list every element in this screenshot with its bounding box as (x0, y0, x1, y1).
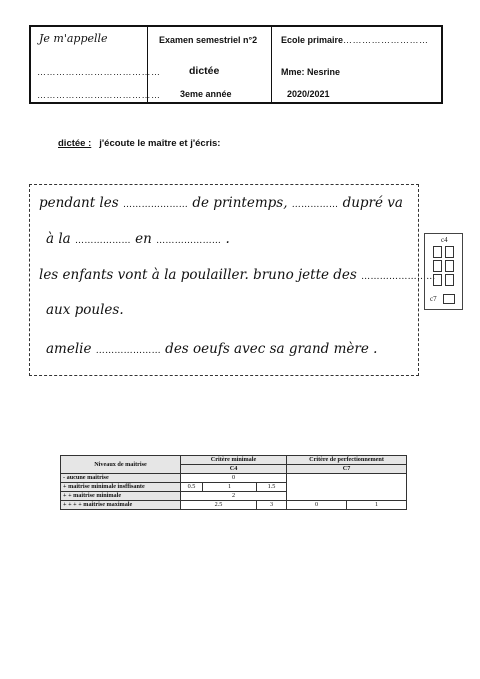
rubric-c4-value: 1 (203, 483, 257, 492)
dictation-line (39, 267, 436, 283)
instruction-title: dictée : (58, 138, 92, 149)
dictation-line (46, 302, 124, 318)
score-c4-cell[interactable] (433, 246, 442, 258)
rubric-level: + maitrise minimale insffisante (61, 483, 181, 492)
dictation-blank[interactable]: ……………… (75, 236, 131, 246)
rubric-c4-value: 0.5 (181, 483, 203, 492)
dictation-text: pendant les (39, 195, 119, 211)
dictation-text: de printemps, (192, 195, 288, 211)
rubric-table (60, 455, 407, 510)
table-row (61, 474, 407, 483)
dictation-text: les enfants vont à la poulailler. bruno jette des (39, 267, 357, 283)
rubric-c4-value: 0 (181, 474, 287, 483)
instruction-text: j'écoute le maître et j'écris: (99, 138, 221, 149)
score-c4-cell[interactable] (445, 260, 454, 272)
rubric-c7-empty (287, 474, 407, 501)
score-c4-cell[interactable] (445, 246, 454, 258)
school-name-label: Ecole primaire (281, 35, 344, 45)
school-year: 2020/2021 (287, 89, 330, 99)
subject-title: dictée (189, 65, 220, 77)
header-box (29, 25, 443, 104)
score-c4-cell[interactable] (433, 260, 442, 272)
score-c4-label: c4 (441, 236, 448, 244)
rubric-header-levels: Niveaux de maitrise (61, 456, 181, 474)
rubric-c7-value: 0 (287, 501, 347, 510)
instruction (58, 138, 220, 149)
rubric-c4-value: 2.5 (181, 501, 257, 510)
dictation-text: aux poules. (46, 302, 124, 318)
rubric-level: - aucune maitrise (61, 474, 181, 483)
rubric-c4-value: 3 (257, 501, 287, 510)
rubric-level: + + maitrise minimale (61, 492, 181, 501)
rubric-level: + + + + maitrise maximale (61, 501, 181, 510)
teacher-name: Mme: Nesrine (281, 67, 341, 77)
dictation-text: en (135, 231, 152, 247)
dictation-blank[interactable]: ………………… (122, 200, 189, 210)
score-c7-label: c7 (430, 295, 437, 303)
dictation-blank[interactable]: …………………… (361, 272, 436, 282)
rubric-header-perf: Critère de perfectionnement (287, 456, 407, 465)
dictation-line (46, 231, 230, 247)
grade-label: 3eme année (180, 89, 232, 99)
name-field-line-1[interactable]: ………………………………… (37, 67, 161, 77)
score-c7-cell[interactable] (443, 294, 455, 304)
dictation-text: amelie (46, 341, 92, 357)
dictation-line (39, 195, 403, 211)
dictation-line (46, 341, 377, 357)
dictation-text: à la (46, 231, 71, 247)
rubric-c7-value: 1 (347, 501, 407, 510)
exam-title: Examen semestriel n°2 (159, 35, 258, 45)
score-box (424, 233, 463, 310)
dictation-blank[interactable]: ………………… (156, 236, 222, 246)
dictation-blank[interactable]: …………… (291, 200, 339, 210)
dictation-text: des oeufs avec sa grand mère . (165, 341, 378, 357)
table-row (61, 501, 407, 510)
header-divider-2 (271, 27, 272, 102)
score-c4-cell[interactable] (445, 274, 454, 286)
rubric-c4-value: 2 (181, 492, 287, 501)
rubric-c4-value: 1.5 (257, 483, 287, 492)
name-field-line-2[interactable]: ………………………………… (37, 90, 161, 100)
school-label (281, 35, 429, 45)
score-c4-cell[interactable] (433, 274, 442, 286)
rubric-header-min: Critère minimale (181, 456, 287, 465)
rubric-header-c4: C4 (181, 465, 287, 474)
dictation-text: . (225, 231, 230, 247)
rubric-header-c7: C7 (287, 465, 407, 474)
school-field[interactable]: ……………………… (343, 35, 429, 45)
name-label: Je m'appelle (39, 32, 108, 45)
dictation-blank[interactable]: ………………… (95, 346, 161, 356)
dictation-text: dupré va (342, 195, 403, 211)
